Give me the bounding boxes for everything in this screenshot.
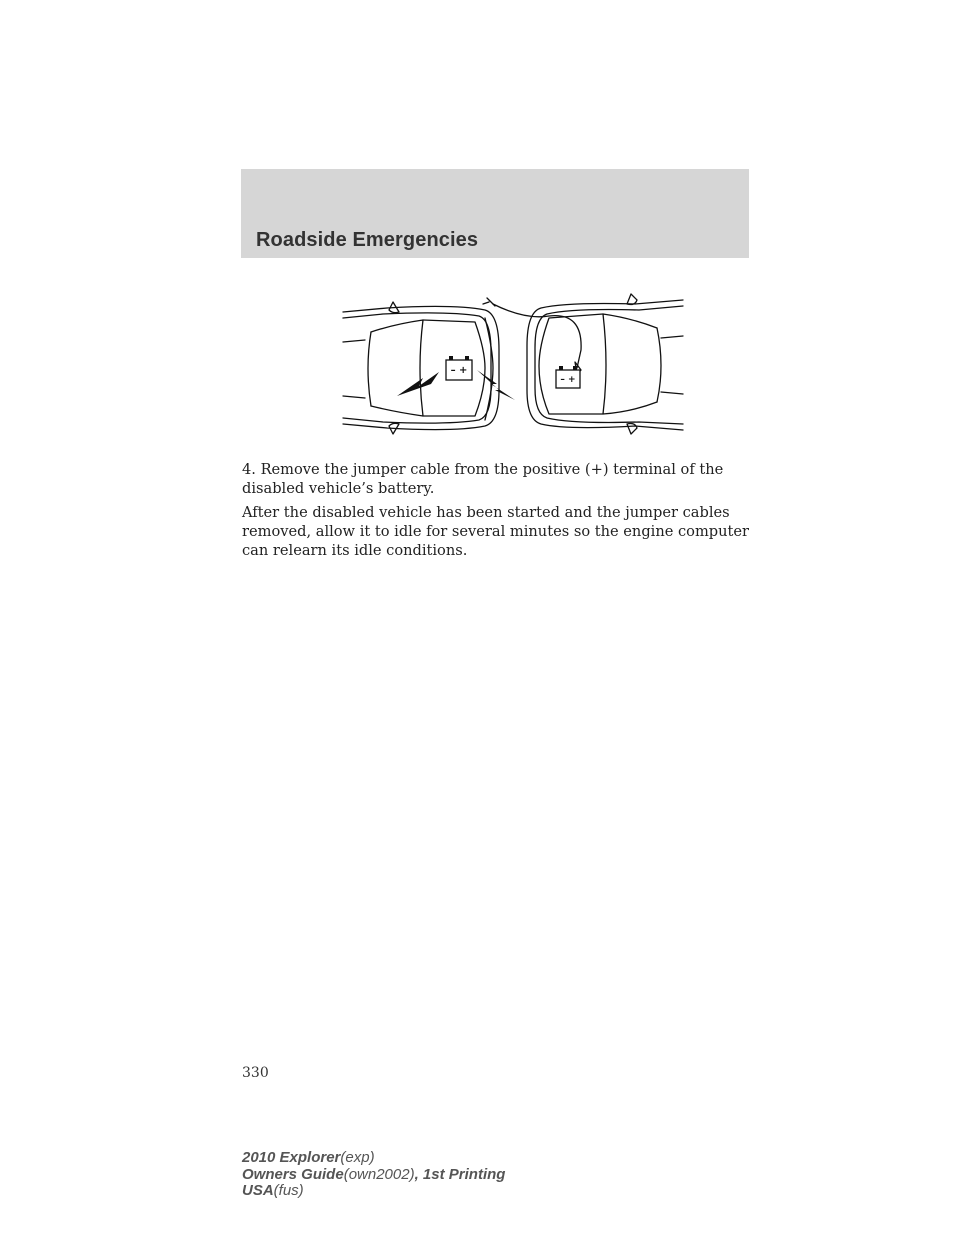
footer-printing: , 1st Printing	[414, 1165, 506, 1183]
section-title: Roadside Emergencies	[256, 229, 479, 251]
footer-line-3	[242, 1183, 505, 1200]
footer-model: 2010 Explorer	[242, 1149, 341, 1166]
jump-start-illustration	[335, 290, 690, 445]
battery-right-icon	[556, 366, 580, 388]
cable-clamp-loose	[483, 298, 495, 306]
booster-vehicle	[527, 294, 683, 434]
idle-relearn-paragraph: After the disabled vehicle has been started and the jumper cables removed, allow it to idle for several minutes so the engine computer can relearn its idle conditions.	[242, 504, 750, 559]
footer-guide-code: (own2002)	[343, 1165, 415, 1183]
battery-right-label: – +	[560, 375, 576, 385]
battery-left-icon	[446, 356, 472, 380]
jumper-cable	[493, 304, 581, 368]
footer-market-code: (fus)	[273, 1182, 304, 1199]
disabled-vehicle	[343, 302, 499, 434]
page-number: 330	[242, 1065, 269, 1081]
footer-market: USA	[242, 1182, 274, 1199]
footer-line-1	[242, 1150, 505, 1167]
lightning-bolt-right-icon	[477, 370, 515, 400]
footer-line-2	[242, 1167, 505, 1184]
document-footer	[242, 1150, 505, 1200]
battery-left-label: – +	[450, 365, 468, 376]
footer-guide: Owners Guide	[242, 1165, 344, 1183]
lightning-bolt-left-icon	[397, 372, 439, 396]
instruction-step-4: 4. Remove the jumper cable from the positive (+) terminal of the disabled vehicle’s battery.	[242, 461, 724, 497]
footer-model-code: (exp)	[340, 1149, 375, 1166]
